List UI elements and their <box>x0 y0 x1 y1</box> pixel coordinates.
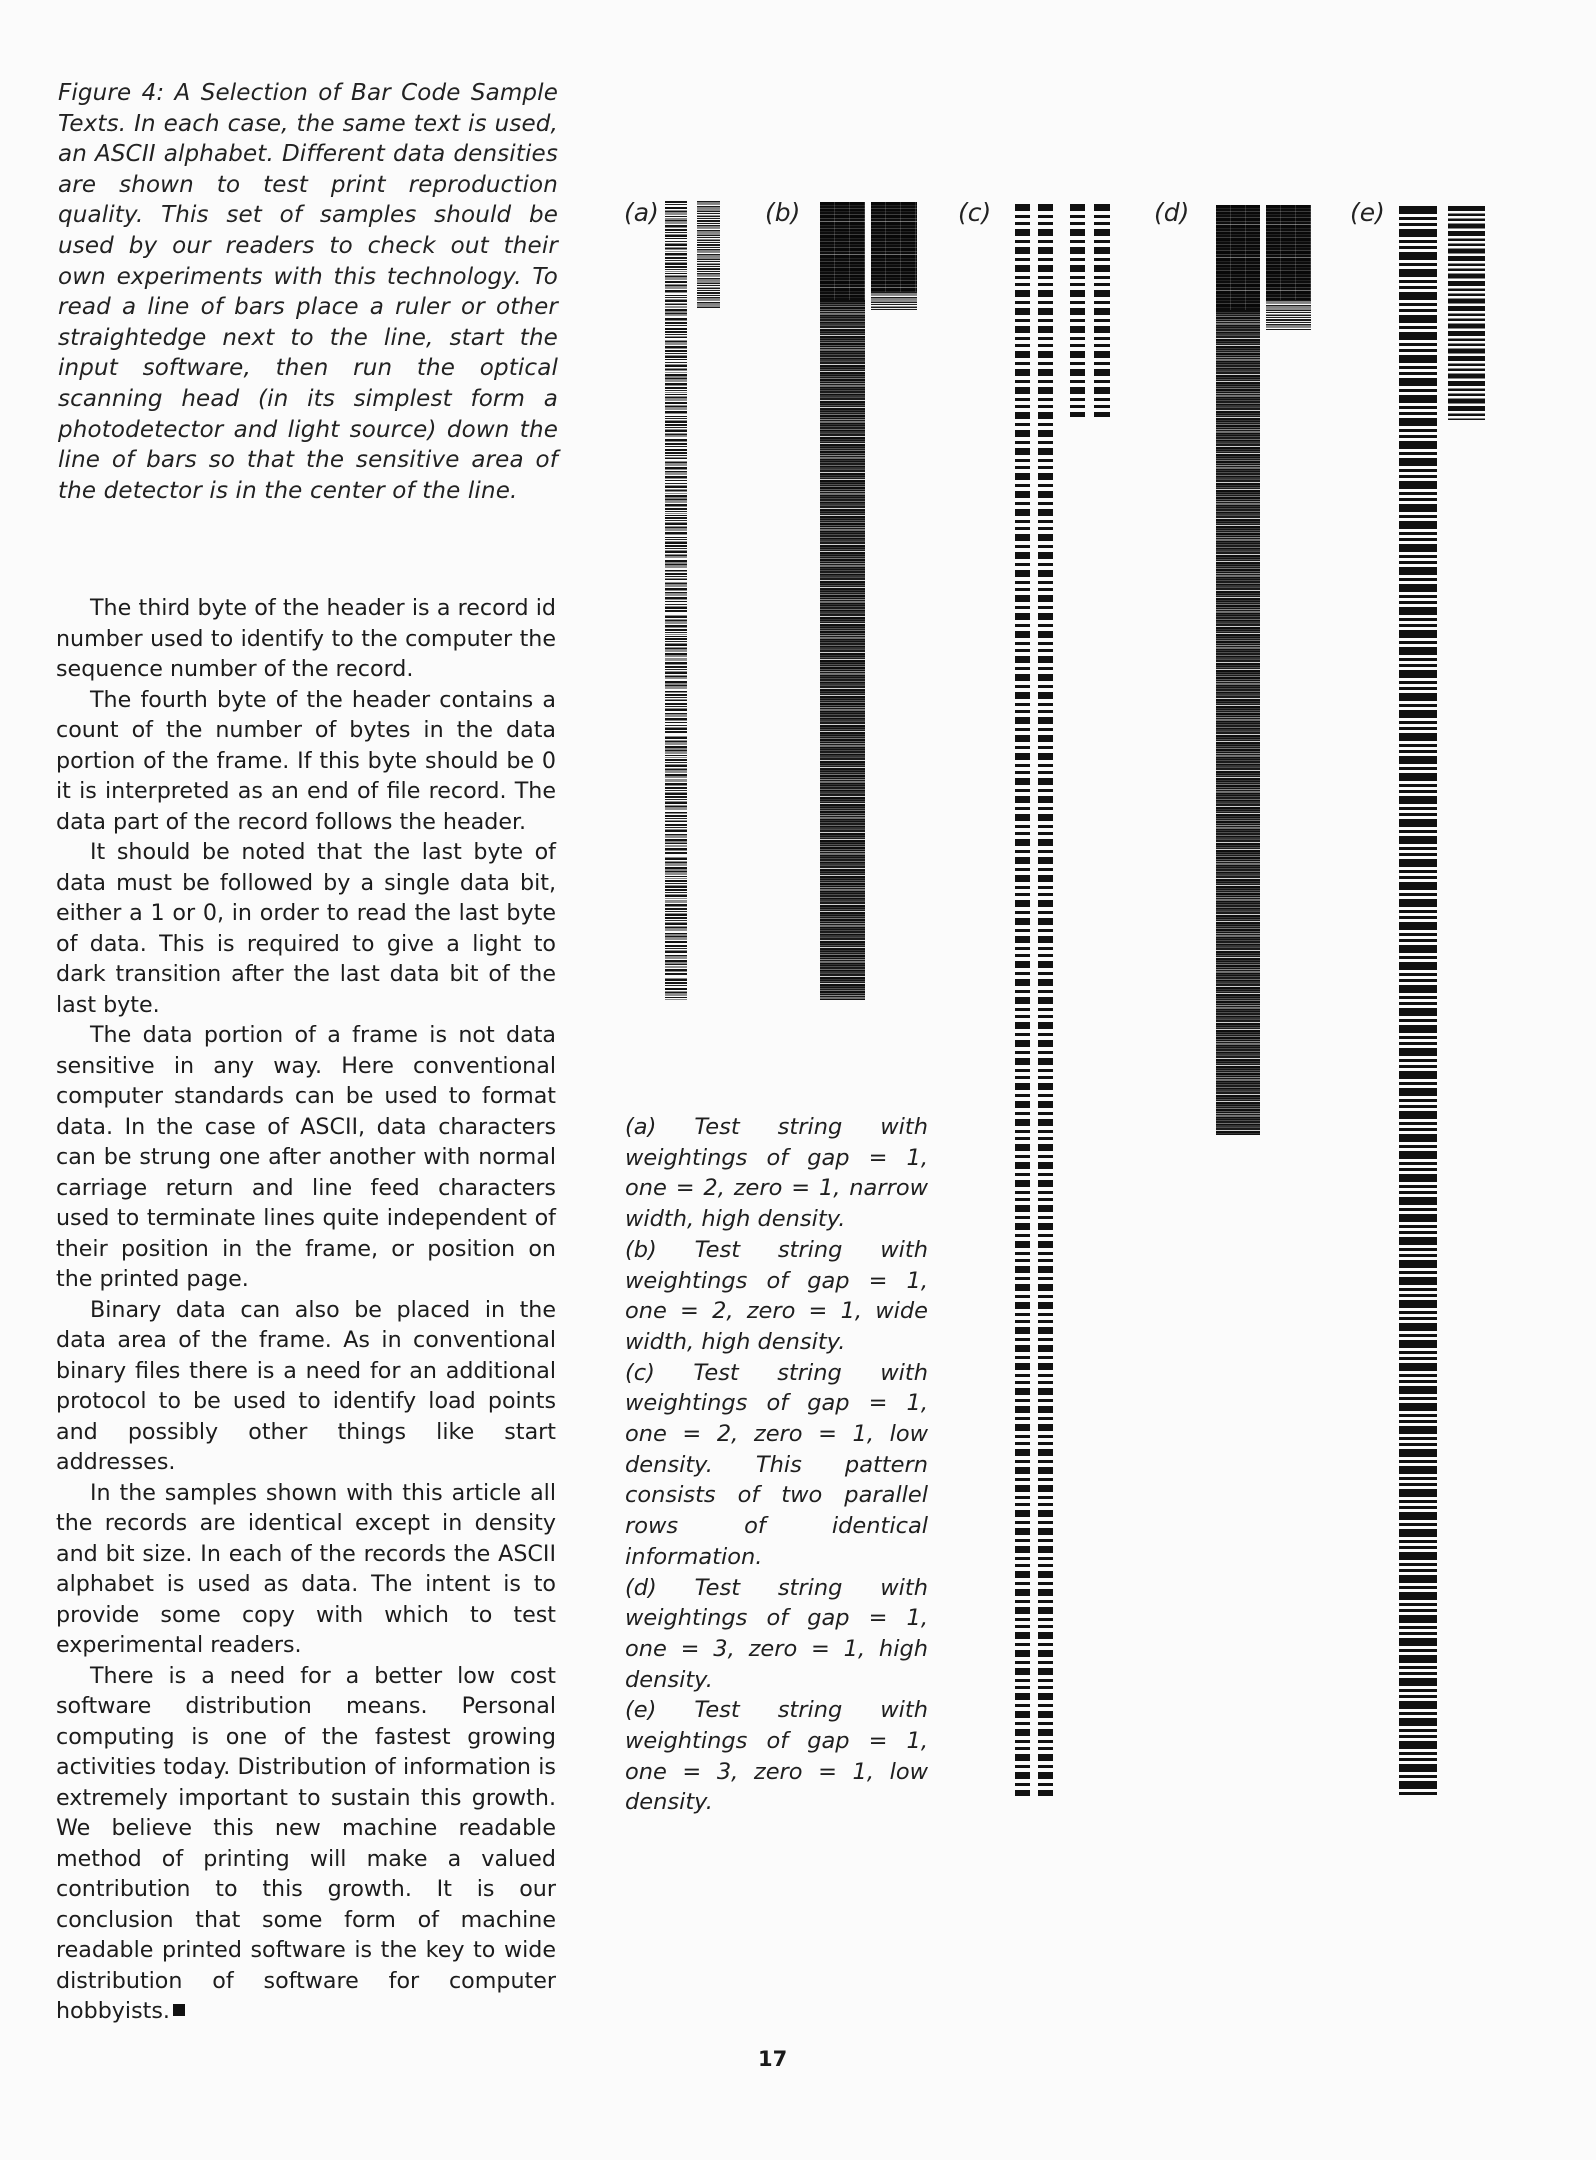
sample-descriptions <box>625 1112 928 1818</box>
paragraph-final <box>56 1661 556 2027</box>
article-body <box>56 593 556 2027</box>
sample-label-c: (c) <box>958 198 992 227</box>
page-number: 17 <box>758 2047 788 2071</box>
paragraph-text: There is a need for a better low cost software distribution means. Personal computing is one of the fastest growing activities today. Distribution of information is extremely important to sustain this growth. We believe this new machine readable method of printing will make a valued contribution to this growth. It is our conclusion that some form of machine readable printed software is the key to wide distribution of software for computer hobbyists. <box>56 1662 556 2024</box>
barcode-strip-b-secondary-tail <box>871 292 917 310</box>
barcode-strip-c-row1-right <box>1038 204 1053 1796</box>
barcode-strip-b-main-dense-top <box>820 202 865 300</box>
paragraph: The third byte of the header is a record id number used to identify to the computer the sequence number of the record. <box>56 595 556 682</box>
sample-description-a: (a) Test string with weightings of gap = 1, one = 2, zero = 1, narrow width, high density. <box>625 1114 928 1233</box>
barcode-strip-d-secondary-tail <box>1266 300 1311 330</box>
sample-description-c: (c) Test string with weightings of gap = 1, one = 2, zero = 1, low density. This pattern consists of two parallel rows of identical information. <box>625 1359 928 1570</box>
sample-description-e: (e) Test string with weightings of gap = 1, one = 3, zero = 1, low density. <box>625 1697 928 1816</box>
barcode-strip-d-main <box>1216 310 1260 1135</box>
sample-label-e: (e) <box>1350 198 1385 227</box>
barcode-strip-e-main <box>1399 206 1437 1796</box>
barcode-strip-c-row1-left <box>1015 204 1030 1796</box>
paragraph: Binary data can also be placed in the data area of the frame. As in conventional binary files there is a need for an additional protocol to be used to identify load points and possibly other things like start addresses. <box>56 1296 556 1475</box>
barcode-strip-c-row2-left <box>1070 204 1085 417</box>
barcode-strip-a-main <box>665 201 687 1001</box>
barcode-strip-b-secondary <box>871 202 917 292</box>
sample-description-d: (d) Test string with weightings of gap = 1, one = 3, zero = 1, high density. <box>625 1574 928 1693</box>
figure-caption: Figure 4: A Selection of Bar Code Sample Texts. In each case, the same text is used, an ASCII alphabet. Different data densities are shown to test print reproduction quality. This set of samples should be used by our readers to check out their own experiments with this technology. To read a line of bars place a ruler or other straightedge next to the line, start the input software, then run the optical scanning head (in its simplest form a photodetector and light source) down the line of bars so that the sensitive area of the detector is in the center of the line. <box>58 80 558 504</box>
sample-label-a: (a) <box>624 198 659 227</box>
barcode-strip-d-secondary <box>1266 205 1311 300</box>
sample-label-b: (b) <box>765 198 801 227</box>
barcode-strip-e-secondary <box>1448 206 1485 420</box>
paragraph: It should be noted that the last byte of data must be followed by a single data bit, either a 1 or 0, in order to read the last byte of data. This is required to give a light to dark transition after the last data bit of the last byte. <box>56 839 556 1018</box>
barcode-strip-d-main-dense-top <box>1216 205 1260 310</box>
paragraph: In the samples shown with this article all the records are identical except in density and bit size. In each of the records the ASCII alphabet is used as data. The intent is to provide some copy with which to test experimental readers. <box>56 1479 556 1658</box>
end-of-article-mark-icon <box>173 2004 185 2016</box>
paragraph: The data portion of a frame is not data sensitive in any way. Here conventional computer standards can be used to format data. In the case of ASCII, data characters can be strung one after another with normal carriage return and line feed characters used to terminate lines quite independent of their position in the frame, or position on the printed page. <box>56 1022 556 1292</box>
barcode-strip-b-main <box>820 300 865 1000</box>
sample-description-b: (b) Test string with weightings of gap = 1, one = 2, zero = 1, wide width, high density. <box>625 1236 928 1355</box>
barcode-strip-a-secondary <box>697 201 720 308</box>
paragraph: The fourth byte of the header contains a count of the number of bytes in the data portion of the frame. If this byte should be 0 it is interpreted as an end of file record. The data part of the record follows the header. <box>56 686 556 835</box>
barcode-strip-c-row2-right <box>1094 204 1110 417</box>
sample-label-d: (d) <box>1154 198 1190 227</box>
